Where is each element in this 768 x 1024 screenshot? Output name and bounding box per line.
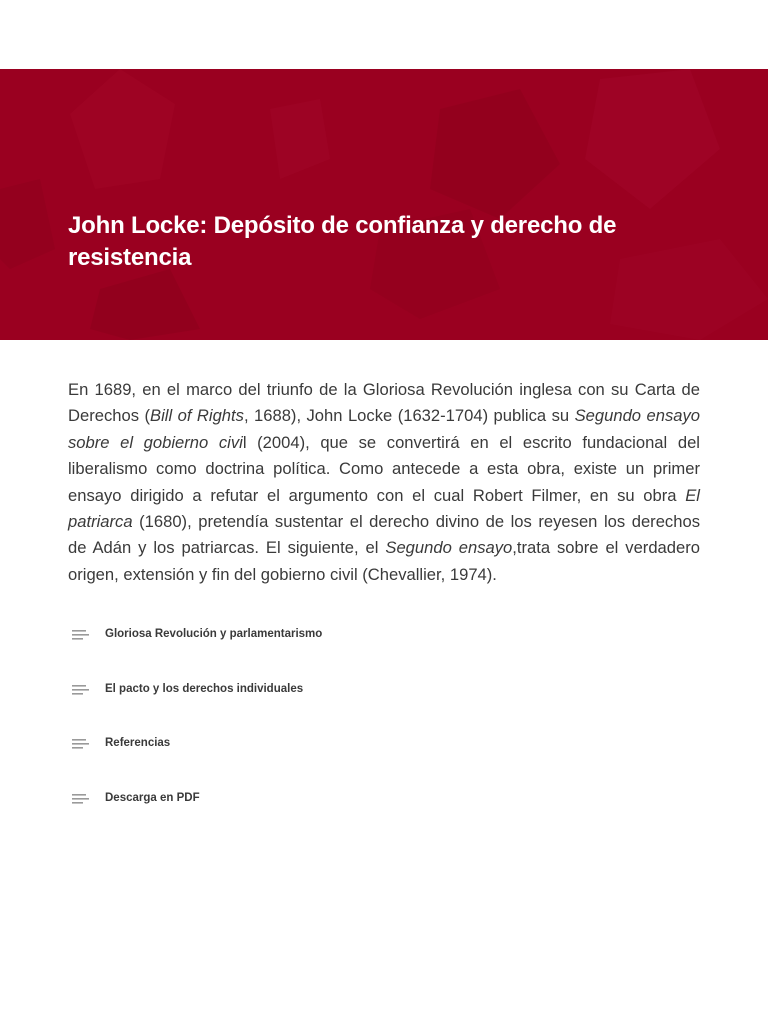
intro-text-segment: , 1688), John Locke (1632-1704) publica su — [243, 406, 575, 426]
intro-text-segment: l (2004), que se convertirá en el escrito fundacional del liberalismo como doctrina política. Como antecede a esta obra, existe un primer ensayo dirigido a refutar el argumento con el cual Robert Filmer, en su obra — [68, 432, 700, 505]
text-align-left-icon — [72, 737, 89, 749]
toc-item-label: Referencias — [105, 737, 171, 749]
text-align-left-icon — [72, 628, 89, 640]
page-title: John Locke: Depósito de confianza y derecho de resistencia — [68, 212, 617, 271]
toc-item[interactable] — [72, 675, 672, 703]
intro-text-segment: ,trata sobre el verdadero origen, extensión y fin del gobierno civil (Chevallier, 1974). — [68, 538, 701, 584]
intro-italic-segment: Bill of Rights — [150, 406, 244, 426]
toc-item-label: Gloriosa Revolución y parlamentarismo — [105, 628, 323, 640]
intro-paragraph — [68, 377, 700, 588]
text-align-left-icon — [72, 683, 89, 695]
text-align-left-icon — [72, 792, 89, 804]
intro-italic-segment: Segundo ensayo — [385, 538, 513, 558]
intro-text-segment: En 1689, en el marco del triunfo de la Gloriosa Revolución inglesa con su Carta de Derechos ( — [68, 380, 700, 426]
toc-item-label: El pacto y los derechos individuales — [105, 682, 304, 695]
intro-italic-segment: El patriarca — [68, 485, 700, 532]
toc-item[interactable] — [72, 784, 672, 812]
toc-item[interactable] — [72, 729, 672, 757]
toc-item[interactable] — [72, 620, 672, 648]
hero-banner — [0, 69, 768, 340]
intro-text-segment: (1680), pretendía sustentar el derecho divino de los reyesen los derechos de Adán y los patriarcas. El siguiente, el — [68, 512, 700, 558]
toc-item-label: Descarga en PDF — [105, 791, 200, 804]
table-of-contents — [72, 620, 672, 838]
intro-italic-segment: Segundo ensayo sobre el gobierno civi — [68, 406, 701, 452]
hero-background-pattern — [0, 69, 768, 340]
